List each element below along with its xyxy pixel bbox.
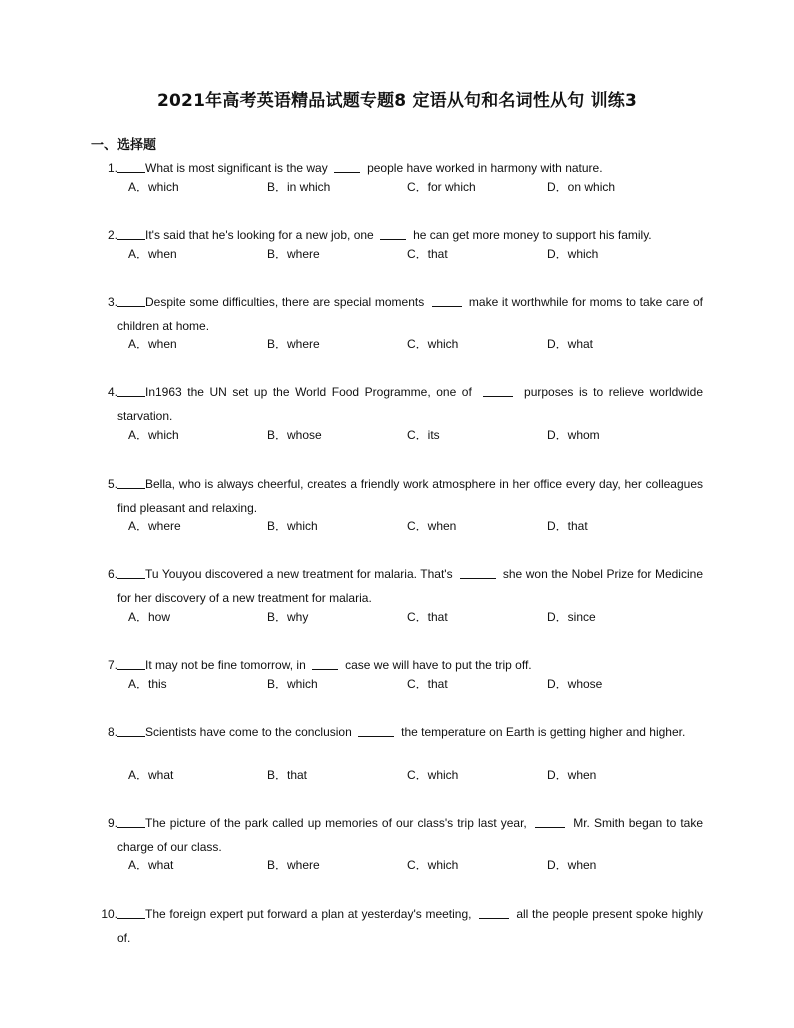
stem-text-before: It may not be fine tomorrow, in <box>145 658 306 672</box>
option-a[interactable]: A．what <box>128 858 174 872</box>
option-a[interactable]: A．when <box>128 247 177 261</box>
fill-in-blank[interactable] <box>460 566 496 579</box>
fill-in-blank[interactable] <box>334 160 360 173</box>
option-d[interactable]: D．on which <box>547 180 616 194</box>
answer-blank[interactable] <box>117 815 145 828</box>
option-d[interactable]: D．when <box>547 858 597 872</box>
question-number: 3. <box>107 295 118 309</box>
question-stem <box>117 223 703 247</box>
stem-text-before: What is most significant is the way <box>145 161 328 175</box>
section-heading: 一、选择题 <box>91 138 157 153</box>
stem-text-after: make it worthwhile for moms to take care of children at home. <box>117 295 703 333</box>
answer-blank[interactable] <box>117 160 145 173</box>
stem-text-after: she won the Nobel Prize for Medicine for her discovery of a new treatment for malaria. <box>117 567 703 605</box>
answer-blank[interactable] <box>117 724 145 737</box>
question-stem <box>117 653 703 677</box>
option-c[interactable]: C．which <box>407 337 459 351</box>
stem-text-before: In1963 the UN set up the World Food Programme, one of <box>145 385 472 399</box>
option-c[interactable]: C．that <box>407 610 448 624</box>
fill-in-blank[interactable] <box>483 384 513 397</box>
question-number: 1. <box>107 161 118 175</box>
page-title: 2021年高考英语精品试题专题8 定语从句和名词性从句 训练3 <box>156 91 637 111</box>
stem-text-before: Despite some difficulties, there are special moments <box>145 295 425 309</box>
option-d[interactable]: D．whom <box>547 428 600 442</box>
fill-in-blank[interactable] <box>479 906 509 919</box>
option-b[interactable]: B．whose <box>267 428 322 442</box>
option-d[interactable]: D．which <box>547 247 599 261</box>
option-d[interactable]: D．whose <box>547 677 603 691</box>
option-a[interactable]: A．which <box>128 428 179 442</box>
stem-text-after: people have worked in harmony with nature. <box>367 161 603 175</box>
option-b[interactable]: B．where <box>267 337 320 351</box>
question-number: 2. <box>107 228 118 242</box>
option-a[interactable]: A．when <box>128 337 177 351</box>
stem-text-before: Bella, who is always cheerful, creates a friendly work atmosphere in her office every day, her colleagues find pleasant and relaxing. <box>117 477 703 515</box>
option-b[interactable]: B．that <box>267 768 308 782</box>
answer-blank[interactable] <box>117 566 145 579</box>
fill-in-blank[interactable] <box>312 657 338 670</box>
question-stem <box>117 290 703 338</box>
answer-blank[interactable] <box>117 384 145 397</box>
stem-text-after: purposes is to relieve worldwide starvation. <box>117 385 703 423</box>
question-number: 9. <box>107 816 118 830</box>
answer-blank[interactable] <box>117 657 145 670</box>
question-stem <box>117 156 703 180</box>
question-stem <box>117 902 703 950</box>
option-a[interactable]: A．this <box>128 677 167 691</box>
option-c[interactable]: C．for which <box>407 180 476 194</box>
answer-blank[interactable] <box>117 906 145 919</box>
stem-text-before: The picture of the park called up memories of our class's trip last year, <box>145 816 527 830</box>
option-c[interactable]: C．when <box>407 519 457 533</box>
stem-text-after: Mr. Smith began to take charge of our class. <box>117 816 704 854</box>
answer-blank[interactable] <box>117 294 145 307</box>
stem-text-before: Tu Youyou discovered a new treatment for malaria. That's <box>145 567 453 581</box>
option-d[interactable]: D．when <box>547 768 597 782</box>
option-d[interactable]: D．since <box>547 610 596 624</box>
answer-blank[interactable] <box>117 476 145 489</box>
answer-blank[interactable] <box>117 227 145 240</box>
fill-in-blank[interactable] <box>535 815 565 828</box>
question-number: 6. <box>107 567 118 581</box>
option-c[interactable]: C．which <box>407 768 459 782</box>
question-number: 5. <box>107 477 118 491</box>
stem-text-after: all the people present spoke highly of. <box>117 907 704 945</box>
option-c[interactable]: C．which <box>407 858 459 872</box>
stem-text-before: The foreign expert put forward a plan at yesterday's meeting, <box>145 907 472 921</box>
stem-text-after: he can get more money to support his family. <box>413 228 652 242</box>
stem-text-before: Scientists have come to the conclusion <box>145 725 352 739</box>
question-stem <box>117 380 703 428</box>
option-b[interactable]: B．in which <box>267 180 331 194</box>
option-a[interactable]: A．which <box>128 180 179 194</box>
fill-in-blank[interactable] <box>432 294 462 307</box>
option-b[interactable]: B．which <box>267 677 318 691</box>
option-a[interactable]: A．how <box>128 610 171 624</box>
question-stem <box>117 811 703 859</box>
option-c[interactable]: C．that <box>407 247 448 261</box>
fill-in-blank[interactable] <box>358 724 394 737</box>
option-b[interactable]: B．where <box>267 858 320 872</box>
option-a[interactable]: A．where <box>128 519 181 533</box>
stem-text-after: case we will have to put the trip off. <box>345 658 532 672</box>
option-b[interactable]: B．why <box>267 610 309 624</box>
fill-in-blank[interactable] <box>380 227 406 240</box>
option-c[interactable]: C．its <box>407 428 440 442</box>
option-c[interactable]: C．that <box>407 677 448 691</box>
question-number: 10. <box>101 907 118 921</box>
option-b[interactable]: B．which <box>267 519 318 533</box>
question-stem <box>117 472 703 520</box>
option-d[interactable]: D．that <box>547 519 588 533</box>
question-stem <box>117 562 703 610</box>
question-number: 7. <box>107 658 118 672</box>
stem-text-before: It's said that he's looking for a new job, one <box>145 228 374 242</box>
question-number: 4. <box>107 385 118 399</box>
stem-text-after: the temperature on Earth is getting higher and higher. <box>401 725 686 739</box>
question-stem <box>117 720 703 744</box>
question-number: 8. <box>107 725 118 739</box>
option-d[interactable]: D．what <box>547 337 594 351</box>
option-a[interactable]: A．what <box>128 768 174 782</box>
option-b[interactable]: B．where <box>267 247 320 261</box>
